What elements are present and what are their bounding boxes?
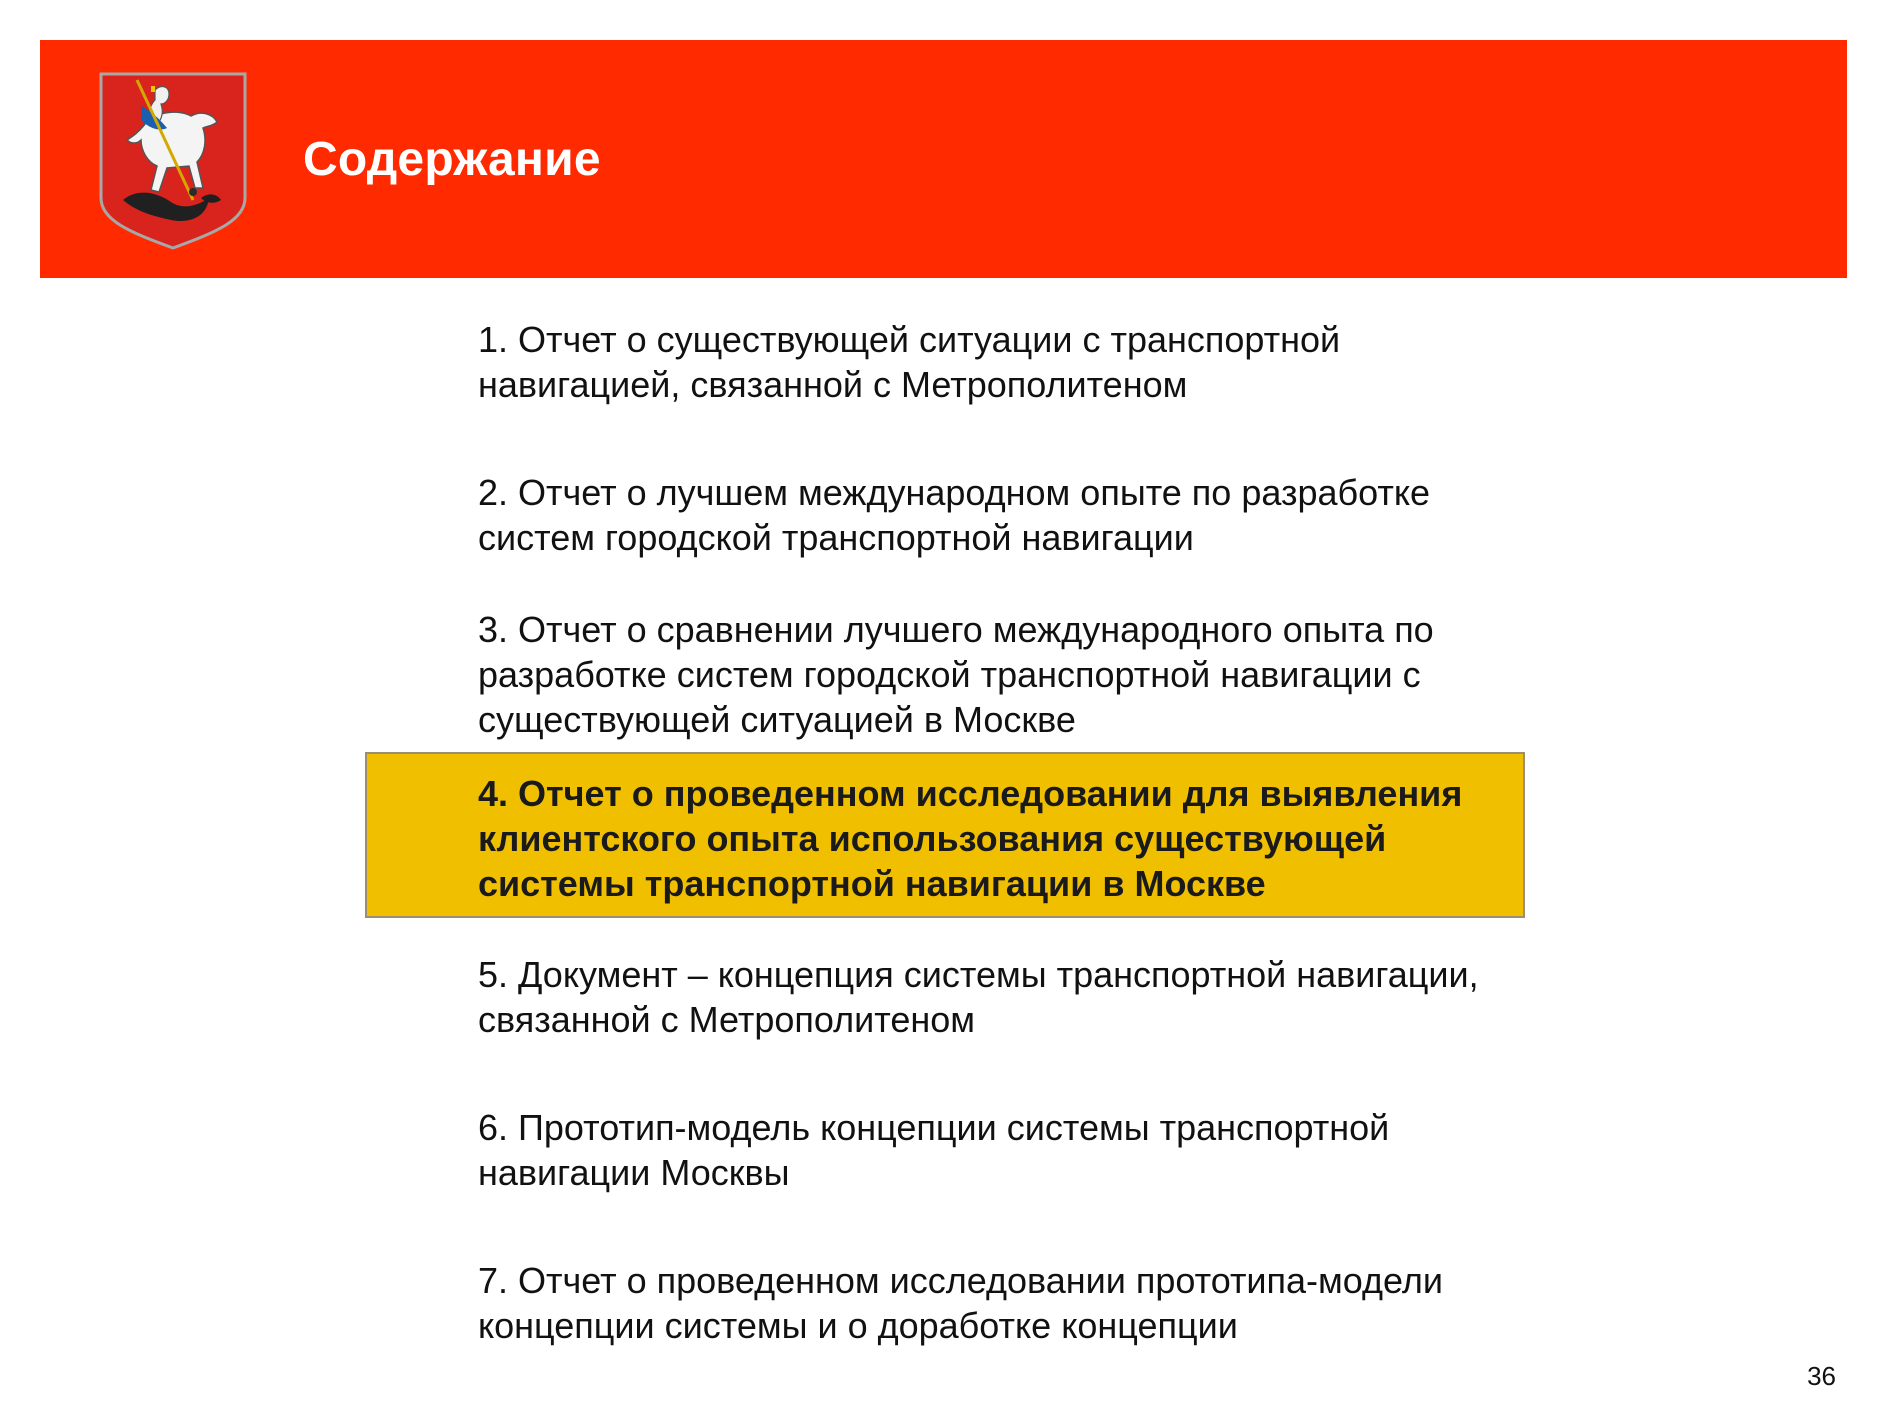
toc-item-1: 1. Отчет о существующей ситуации с транспортной навигацией, связанной с Метрополитеном: [478, 319, 1341, 405]
toc-item-3: 3. Отчет о сравнении лучшего международного опыта по разработке систем городской транспортной навигации с существующей ситуацией в Москве: [478, 609, 1434, 740]
toc-item-6: 6. Прототип-модель концепции системы транспортной навигации Москвы: [478, 1107, 1390, 1193]
toc-item-2: 2. Отчет о лучшем международном опыте по разработке систем городской транспортной навигации: [478, 472, 1431, 558]
toc-item-5: 5. Документ – концепция системы транспортной навигации, связанной с Метрополитеном: [478, 954, 1479, 1040]
page-number: 36: [1807, 1361, 1836, 1391]
header-bar: [40, 40, 1847, 278]
page-title: Содержание: [303, 133, 601, 186]
toc-item-4: 4. Отчет о проведенном исследовании для выявления клиентского опыта использования существующей системы транспортной навигации в Москве: [478, 773, 1463, 904]
moscow-coat-of-arms-icon: [97, 70, 249, 250]
toc-item-7: 7. Отчет о проведенном исследовании прототипа-модели концепции системы и о доработке концепции: [478, 1260, 1443, 1346]
